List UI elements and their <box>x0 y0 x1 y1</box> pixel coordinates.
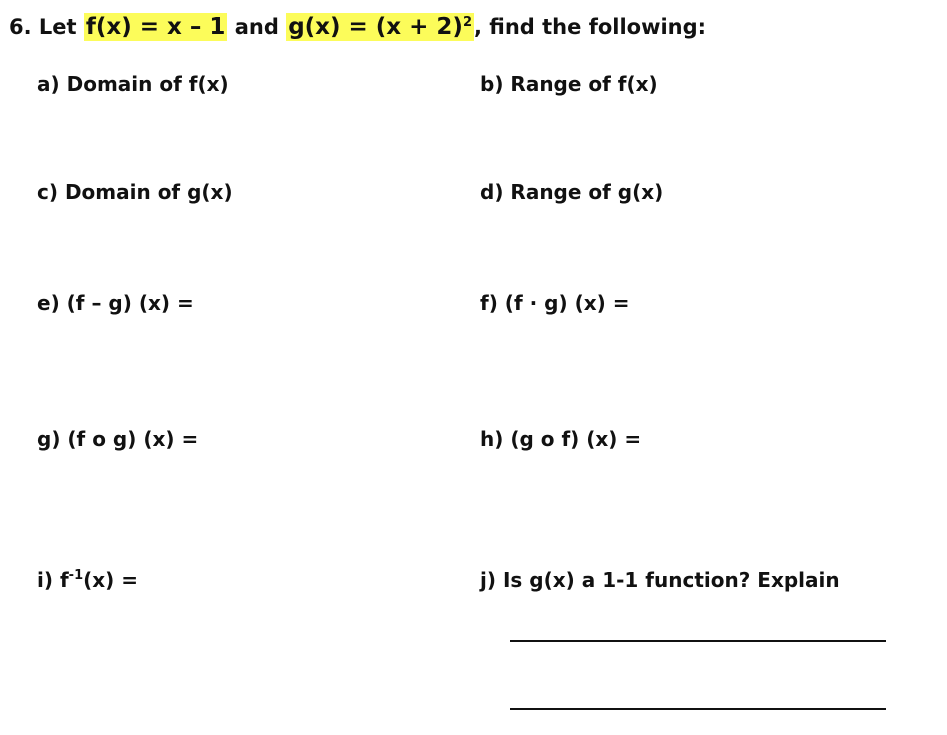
question-number: 6. <box>9 15 32 39</box>
question-lead: Let <box>38 15 77 39</box>
g-exponent: 2 <box>462 15 472 30</box>
part-i-suffix: (x) = <box>83 568 139 592</box>
question-header <box>9 12 706 42</box>
part-e: e) (f – g) (x) = <box>37 291 194 315</box>
question-conjunction: and <box>234 15 279 39</box>
part-i-prefix: i) f <box>37 568 69 592</box>
part-h: h) (g o f) (x) = <box>480 427 642 451</box>
inverse-exponent: -1 <box>68 568 84 583</box>
g-definition: $g(x) = (x + 2)^2$ <box>288 14 472 40</box>
part-b: b) Range of f(x) <box>480 72 658 96</box>
answer-line-1 <box>510 640 886 642</box>
part-a: a) Domain of f(x) <box>37 72 229 96</box>
f-definition: f(x) = x – 1 <box>85 14 226 40</box>
answer-line-2 <box>510 708 886 710</box>
question-tail: , find the following: <box>474 15 707 39</box>
part-g: g) (f o g) (x) = <box>37 427 199 451</box>
part-c: c) Domain of g(x) <box>37 180 233 204</box>
part-i <box>37 567 138 593</box>
part-d: d) Range of g(x) <box>480 180 664 204</box>
part-j: j) Is g(x) a 1-1 function? Explain <box>480 568 840 592</box>
part-f: f) (f · g) (x) = <box>480 291 630 315</box>
